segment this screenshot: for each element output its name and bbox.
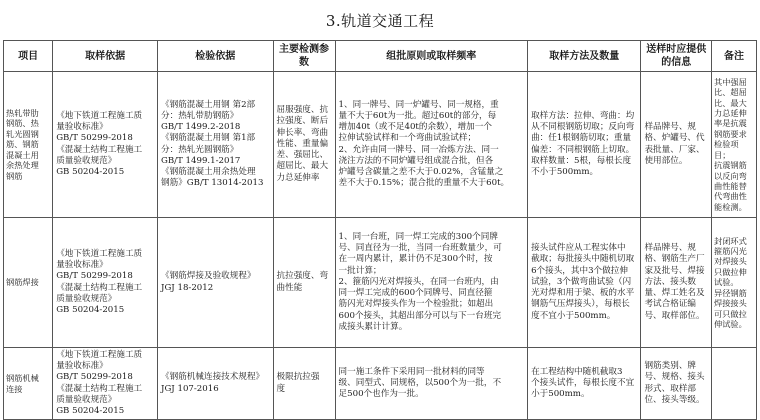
cell-line: 偏差：不同根钢筋上切取。 bbox=[531, 144, 635, 155]
cell-line: 《钢筋混凝土用钢 第2部 bbox=[161, 99, 256, 110]
cell-line: 抗拉强度、弯 bbox=[276, 271, 329, 282]
cell-line: 代弯曲性 bbox=[714, 191, 747, 202]
cell-line: 分：热轧光圆钢筋》 bbox=[161, 144, 239, 155]
cell-line: 试验，3个做弯曲试验（闪 bbox=[531, 276, 632, 287]
cell-line: 增加40t（或不足40t的余数），增加一个 bbox=[338, 122, 492, 133]
cell-line: 《地下铁道工程施工质 bbox=[56, 248, 143, 259]
cell-line: GB 50204-2015 bbox=[56, 304, 125, 315]
cell-test-basis bbox=[158, 218, 274, 348]
cell-line: 钢筋要求 bbox=[714, 128, 747, 139]
cell-line: 成接头累计计算。 bbox=[338, 321, 408, 332]
cell-line: 拉伸试验试样和一个弯曲试验试样； bbox=[338, 133, 477, 144]
cell-line: 试验。 bbox=[714, 277, 739, 288]
cell-line: JGJ 18-2012 bbox=[161, 282, 214, 293]
cell-line: 钢筋类别、牌 bbox=[644, 361, 697, 372]
cell-line: 混凝土用 bbox=[6, 149, 39, 160]
cell-line: 《地下铁道工程施工质 bbox=[56, 350, 143, 360]
table-row bbox=[4, 72, 757, 218]
cell-line: 可只做拉 bbox=[714, 308, 747, 319]
cell-line: 样品牌号、规 bbox=[644, 243, 697, 254]
cell-line: 屈服强度、抗 bbox=[276, 105, 329, 116]
cell-remarks bbox=[712, 218, 757, 348]
cell-line: 《混凝土结构工程施工 bbox=[56, 144, 143, 155]
cell-sampling-basis bbox=[53, 72, 158, 218]
cell-line: 《钢筋混凝土用余热处理 bbox=[161, 166, 256, 177]
cell-line: 格、钢筋生产厂 bbox=[644, 254, 705, 265]
cell-line: 家及批号、焊接 bbox=[644, 265, 705, 276]
cell-line: 筋闪光对焊接头作为一个检验批；如超出 bbox=[338, 299, 494, 310]
cell-line: 使用部位。 bbox=[644, 155, 688, 166]
cell-line: 同一焊工完成的600个同牌号、同直径箍 bbox=[338, 288, 493, 299]
cell-line: 量、焊工姓名及 bbox=[644, 288, 705, 299]
cell-line: GB 50204-2015 bbox=[56, 406, 125, 417]
cell-line: 钢筋、热 bbox=[6, 118, 39, 129]
cell-info bbox=[641, 218, 712, 348]
cell-line: 曲性能替 bbox=[714, 180, 747, 191]
cell-line: 600个接头，其超出部分可以与下一台班完 bbox=[338, 310, 502, 321]
header-info: 送样时应提供的信息 bbox=[641, 41, 712, 72]
cell-line: 量验收标准》 bbox=[56, 260, 108, 271]
cell-line: 在一周内累计，累计仍不足300个时，按 bbox=[338, 254, 493, 265]
cell-line: 焊接接头 bbox=[714, 298, 747, 309]
cell-line: 位、接头等级。 bbox=[644, 394, 705, 405]
cell-line: 性能、重量偏 bbox=[276, 138, 329, 149]
cell-remarks bbox=[712, 72, 757, 218]
header-item: 项目 bbox=[4, 41, 53, 72]
cell-line: 箍筋闪光 bbox=[714, 246, 747, 257]
cell-line: 检验项 bbox=[714, 139, 739, 150]
cell-line: 质量验收规范》 bbox=[56, 394, 117, 405]
cell-line: 分：热轧带肋钢筋》 bbox=[161, 110, 239, 121]
cell-line: 表批量、厂家、 bbox=[644, 144, 705, 155]
cell-test-basis bbox=[158, 72, 274, 218]
cell-line: 率是抗震 bbox=[714, 118, 747, 129]
cell-batch-rule bbox=[335, 72, 528, 218]
cell-line: 号、同直径为一批，当同一台班数量少，可 bbox=[338, 243, 502, 254]
cell-line: GB/T 50299-2018 bbox=[56, 271, 133, 282]
cell-line: 量验收标准》 bbox=[56, 122, 108, 133]
cell-line: 炉罐号含碳量之差不大于0.02%，含锰量之 bbox=[338, 166, 504, 177]
cell-line: 曲性能 bbox=[276, 282, 303, 293]
cell-line: 《钢筋机械连接技术规程》 bbox=[161, 372, 265, 383]
cell-line: 其中强屈 bbox=[714, 76, 747, 87]
cell-line: 轧光圆钢 bbox=[6, 128, 39, 139]
cell-line: 余热处理 bbox=[6, 160, 39, 171]
cell-line: 级、同型式、同规格，以500个为一批，不 bbox=[338, 378, 502, 388]
header-sampling-basis: 取样依据 bbox=[53, 41, 158, 72]
cell-line: 差、强屈比、 bbox=[276, 150, 329, 161]
cell-line: GB 50204-2015 bbox=[56, 166, 125, 177]
cell-line: 力总延伸率 bbox=[276, 172, 320, 183]
cell-method bbox=[528, 72, 641, 218]
cell-line: 热轧带肋 bbox=[6, 108, 39, 119]
cell-sampling-basis bbox=[53, 218, 158, 348]
page-title: 3.轨道交通工程 bbox=[325, 12, 435, 30]
cell-line: 只做拉伸 bbox=[714, 266, 747, 277]
cell-line: 足500个也作为一批。 bbox=[338, 389, 424, 400]
cell-line: 光对焊和用于梁、板的水平 bbox=[531, 288, 635, 299]
table-row bbox=[4, 218, 757, 348]
cell-line: 2、允许由同一牌号、同一冶炼方法、同一 bbox=[338, 144, 499, 155]
header-test-basis: 检验依据 bbox=[158, 41, 274, 72]
cell-line: 同一施工条件下采用同一批材料的同等 bbox=[338, 366, 485, 377]
cell-line: 钢筋机械 bbox=[6, 373, 39, 384]
cell-line: 抗震钢筋 bbox=[714, 160, 747, 171]
cell-line: 1、同一台班，同一焊工完成的300个同牌 bbox=[338, 232, 498, 243]
cell-line: 差不大于0.15%；混合批的重量不大于60t。 bbox=[338, 178, 510, 189]
cell-line: 一批计算； bbox=[338, 265, 382, 276]
cell-line: 量验收标准》 bbox=[56, 361, 108, 372]
cell-line: 伸长率、弯曲 bbox=[276, 127, 329, 138]
cell-remarks bbox=[712, 348, 757, 420]
header-remarks: 备注 bbox=[712, 41, 757, 72]
cell-line: 量不大于60t为一批。超过60t的部分，每 bbox=[338, 110, 497, 121]
cell-line: 接头试件应从工程实体中 bbox=[531, 243, 626, 254]
cell-line: 筋、钢筋 bbox=[6, 139, 39, 150]
header-method: 取样方法及数量 bbox=[528, 41, 641, 72]
cell-line: 伸试验。 bbox=[714, 318, 747, 329]
cell-line: 对焊接头 bbox=[714, 256, 747, 267]
cell-line: 以反向弯 bbox=[714, 170, 747, 181]
cell-line: 截取；每批接头中随机切取 bbox=[531, 254, 635, 265]
cell-line: 取样方法：拉伸、弯曲：均 bbox=[531, 110, 635, 121]
cell-line: 格、炉罐号、代 bbox=[644, 133, 705, 144]
cell-line: 度 bbox=[276, 383, 286, 394]
cell-line: 异径钢筋 bbox=[714, 287, 747, 298]
cell-line: JGJ 107-2016 bbox=[161, 383, 219, 394]
cell-parameters bbox=[273, 72, 335, 218]
cell-batch-rule bbox=[335, 218, 528, 348]
cell-line: 超屈比、最大 bbox=[276, 161, 329, 172]
cell-line: GB/T 1499.1-2017 bbox=[161, 155, 241, 166]
table-row bbox=[4, 348, 757, 420]
cell-line: 《钢筋混凝土用钢 第1部 bbox=[161, 133, 256, 144]
cell-line: 取样数量：5根，每根长度 bbox=[531, 155, 632, 166]
cell-line: 浇注方法的不同炉罐号组成混合批，但各 bbox=[338, 155, 494, 166]
cell-line: 从不同根钢筋切取；反向弯 bbox=[531, 122, 635, 133]
cell-line: 小于500mm。 bbox=[531, 389, 590, 400]
cell-line: 极限抗拉强 bbox=[276, 372, 320, 383]
cell-line: 钢筋气压焊接头），每根长 bbox=[531, 299, 630, 310]
header-batch-rule: 组批原则或取样频率 bbox=[335, 41, 528, 72]
cell-line: 《地下铁道工程施工质 bbox=[56, 110, 143, 121]
cell-sampling-basis bbox=[53, 348, 158, 420]
table-header-row bbox=[4, 41, 757, 72]
cell-line: 比、最大 bbox=[714, 97, 747, 108]
cell-method bbox=[528, 348, 641, 420]
cell-line: 形式、取样部 bbox=[644, 383, 697, 394]
cell-line: 度不宜小于500mm。 bbox=[531, 310, 616, 321]
cell-line: 质量验收规范》 bbox=[56, 293, 117, 304]
cell-line: 钢筋焊接 bbox=[6, 277, 39, 288]
cell-line: 方法、接头数 bbox=[644, 276, 697, 287]
cell-batch-rule bbox=[335, 348, 528, 420]
header-parameters: 主要检测参数 bbox=[273, 41, 335, 72]
cell-item bbox=[4, 218, 53, 348]
cell-item bbox=[4, 348, 53, 420]
cell-method bbox=[528, 218, 641, 348]
cell-line: 考试合格证编 bbox=[644, 299, 697, 310]
cell-line: 《钢筋焊接及验收规程》 bbox=[161, 271, 256, 282]
cell-line: GB/T 50299-2018 bbox=[56, 133, 133, 144]
cell-info bbox=[641, 348, 712, 420]
cell-item bbox=[4, 72, 53, 218]
cell-line: 目； bbox=[714, 149, 731, 160]
cell-test-basis bbox=[158, 348, 274, 420]
cell-line: 封闭环式 bbox=[714, 235, 747, 246]
cell-line: 连接 bbox=[6, 383, 23, 394]
cell-line: 不小于500mm。 bbox=[531, 166, 599, 177]
cell-line: 能检测。 bbox=[714, 201, 747, 212]
cell-line: 号、规格、接头 bbox=[644, 372, 705, 383]
cell-line: 2、箍筋闪光对焊接头，在同一台班内，由 bbox=[338, 276, 499, 287]
cell-line: 号、取样部位。 bbox=[644, 310, 705, 321]
cell-line: 曲：任1根钢筋切取；重量 bbox=[531, 133, 632, 144]
cell-line: 在工程结构中随机截取3 bbox=[531, 366, 623, 377]
cell-line: 6个接头，其中3个做拉伸 bbox=[531, 265, 628, 276]
requirements-table bbox=[3, 40, 757, 420]
cell-line: 钢筋 bbox=[6, 170, 23, 181]
cell-line: 力总延伸 bbox=[714, 108, 747, 119]
cell-parameters bbox=[273, 218, 335, 348]
cell-line: 个接头试件，每根长度不宜 bbox=[531, 378, 635, 388]
cell-line: GB/T 50299-2018 bbox=[56, 372, 133, 383]
cell-line: GB/T 1499.2-2018 bbox=[161, 122, 241, 133]
cell-line: 1、同一牌号、同一炉罐号、同一规格，重 bbox=[338, 99, 499, 110]
cell-line: 钢筋》GB/T 13014-2013 bbox=[161, 178, 264, 189]
cell-line: 《混凝土结构工程施工 bbox=[56, 282, 143, 293]
cell-info bbox=[641, 72, 712, 218]
cell-parameters bbox=[273, 348, 335, 420]
cell-line: 质量验收规范》 bbox=[56, 155, 117, 166]
cell-line: 比、超屈 bbox=[714, 87, 747, 98]
cell-line: 拉强度、断后 bbox=[276, 116, 329, 127]
cell-line: 《混凝土结构工程施工 bbox=[56, 383, 143, 394]
cell-line: 样品牌号、规 bbox=[644, 122, 697, 133]
